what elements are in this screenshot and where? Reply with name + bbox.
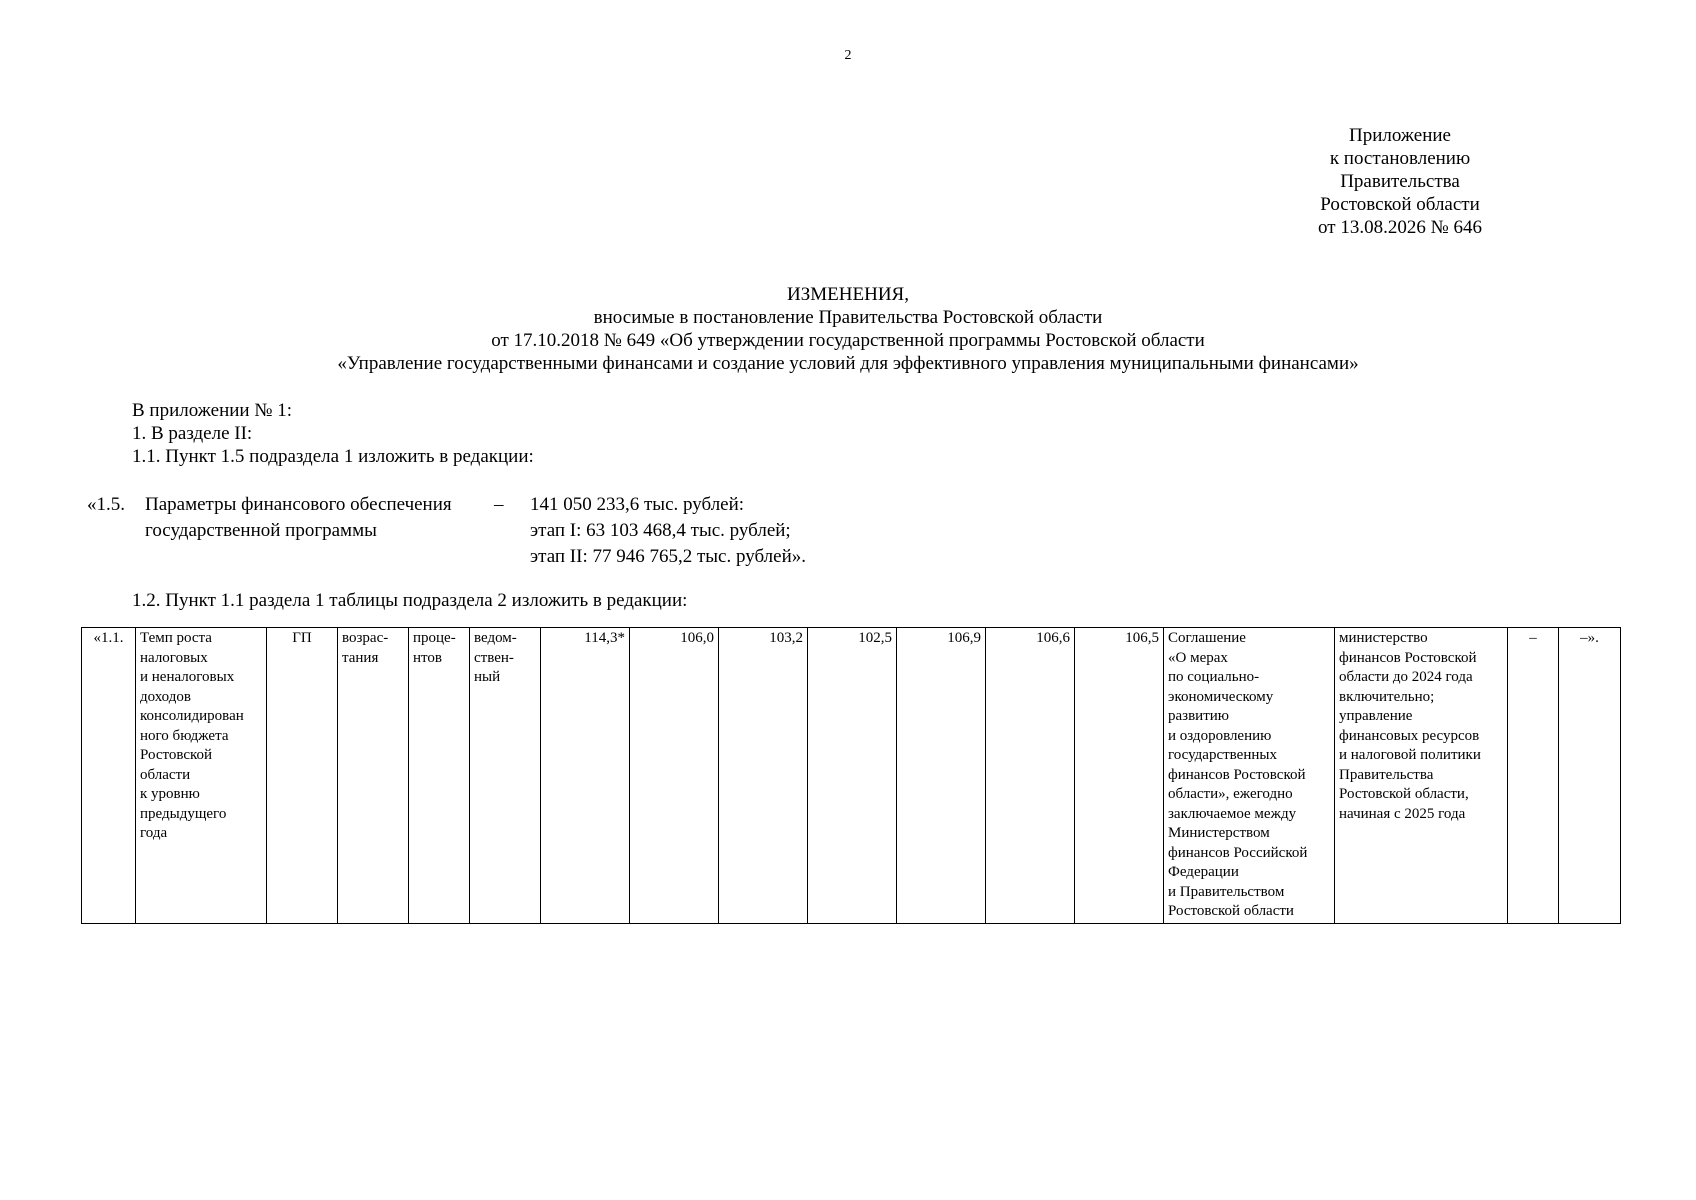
kind-line: ствен-	[474, 649, 514, 666]
dash-cell: –	[1508, 628, 1559, 924]
paragraph-number: «1.5.	[87, 494, 125, 515]
row-number-cell: «1.1.	[82, 628, 136, 924]
direction-cell	[338, 628, 409, 924]
paragraph-value-line: 141 050 233,6 тыс. рублей:	[530, 494, 745, 515]
value-cell: 106,5	[1075, 628, 1164, 924]
indicator-line: ного бюджета	[140, 727, 229, 744]
appendix-block	[1270, 124, 1530, 239]
kind-line: ведом-	[474, 630, 517, 646]
responsible-line: финансов Ростовской	[1339, 649, 1477, 666]
unit-line: проце-	[413, 630, 456, 646]
kind-cell	[470, 628, 541, 924]
indicator-line: доходов	[140, 688, 191, 705]
closing-cell: –».	[1559, 628, 1621, 924]
responsible-cell	[1335, 628, 1508, 924]
indicator-line: к уровню	[140, 786, 200, 802]
type-cell: ГП	[267, 628, 338, 924]
document-line: и Правительством	[1168, 883, 1285, 900]
indicator-name-cell	[136, 628, 267, 924]
direction-line: возрас-	[342, 630, 389, 646]
paragraph-value-line: этап II: 77 946 765,2 тыс. рублей».	[530, 546, 807, 567]
document-line: Соглашение	[1168, 630, 1246, 646]
document-line: Федерации	[1168, 864, 1239, 880]
intro-line: 1. В разделе II:	[132, 423, 253, 444]
document-line: заключаемое между	[1168, 805, 1297, 822]
appendix-line: от 13.08.2026 № 646	[1318, 217, 1482, 238]
responsible-line: финансовых ресурсов	[1339, 727, 1480, 744]
value-cell: 106,9	[897, 628, 986, 924]
document-line: Министерством	[1168, 825, 1270, 841]
document-line: и оздоровлению	[1168, 727, 1272, 744]
value-cell: 114,3*	[541, 628, 630, 924]
value-cell: 106,6	[986, 628, 1075, 924]
document-line: «О мерах	[1168, 649, 1228, 666]
document-line: развитию	[1168, 708, 1229, 724]
indicator-line: предыдущего	[140, 805, 227, 822]
direction-line: тания	[342, 649, 379, 666]
paragraph-label-line: Параметры финансового обеспечения	[145, 494, 452, 515]
item-1-2: 1.2. Пункт 1.1 раздела 1 таблицы подраздела 2 изложить в редакции:	[132, 590, 688, 611]
document-line: Ростовской области	[1168, 903, 1294, 919]
document-line: финансов Российской	[1168, 844, 1308, 861]
appendix-line: Приложение	[1349, 125, 1451, 146]
document-line: экономическому	[1168, 688, 1274, 705]
indicator-line: и неналоговых	[140, 669, 235, 685]
responsible-line: начиная с 2025 года	[1339, 805, 1466, 822]
value-cell: 106,0	[630, 628, 719, 924]
paragraph-label	[145, 492, 452, 544]
unit-line: нтов	[413, 649, 442, 666]
indicator-line: Ростовской	[140, 747, 213, 763]
appendix-line: к постановлению	[1329, 148, 1471, 169]
responsible-line: министерство	[1339, 630, 1428, 646]
indicator-line: года	[140, 825, 168, 841]
intro-line: 1.1. Пункт 1.5 подраздела 1 изложить в редакции:	[132, 446, 534, 467]
paragraph-dash: –	[494, 494, 504, 515]
intro-block	[132, 399, 534, 468]
heading-line: «Управление государственными финансами и создание условий для эффективного управления муниципальными финансами»	[337, 353, 1359, 374]
responsible-line: включительно;	[1339, 688, 1435, 705]
paragraph-label-line: государственной программы	[145, 520, 377, 541]
paragraph-value-line: этап I: 63 103 468,4 тыс. рублей;	[530, 520, 791, 541]
appendix-line: Правительства	[1340, 171, 1460, 192]
value-cell: 102,5	[808, 628, 897, 924]
responsible-line: области до 2024 года	[1339, 669, 1473, 685]
document-line: финансов Ростовской	[1168, 766, 1306, 783]
responsible-line: управление	[1339, 708, 1413, 724]
responsible-line: и налоговой политики	[1339, 747, 1481, 763]
kind-line: ный	[474, 669, 501, 685]
responsible-line: Ростовской области,	[1339, 786, 1469, 802]
document-line: государственных	[1168, 747, 1277, 763]
responsible-line: Правительства	[1339, 766, 1434, 783]
intro-line: В приложении № 1:	[132, 400, 292, 421]
paragraph-values	[530, 492, 806, 570]
table-row	[82, 628, 1621, 924]
heading-line: от 17.10.2018 № 649 «Об утверждении государственной программы Ростовской области	[491, 330, 1205, 351]
document-heading	[100, 283, 1596, 375]
document-line: области», ежегодно	[1168, 786, 1293, 802]
unit-cell	[409, 628, 470, 924]
indicator-line: консолидирован	[140, 708, 244, 724]
indicator-table	[81, 627, 1621, 924]
value-cell: 103,2	[719, 628, 808, 924]
heading-line: вносимые в постановление Правительства Ростовской области	[593, 307, 1103, 328]
document-line: по социально-	[1168, 669, 1260, 685]
indicator-line: налоговых	[140, 649, 208, 666]
indicator-line: Темп роста	[140, 630, 212, 646]
heading-title: ИЗМЕНЕНИЯ,	[787, 284, 909, 305]
indicator-line: области	[140, 766, 191, 783]
appendix-line: Ростовской области	[1320, 194, 1480, 215]
page-number: 2	[844, 48, 852, 63]
document-cell	[1164, 628, 1335, 924]
